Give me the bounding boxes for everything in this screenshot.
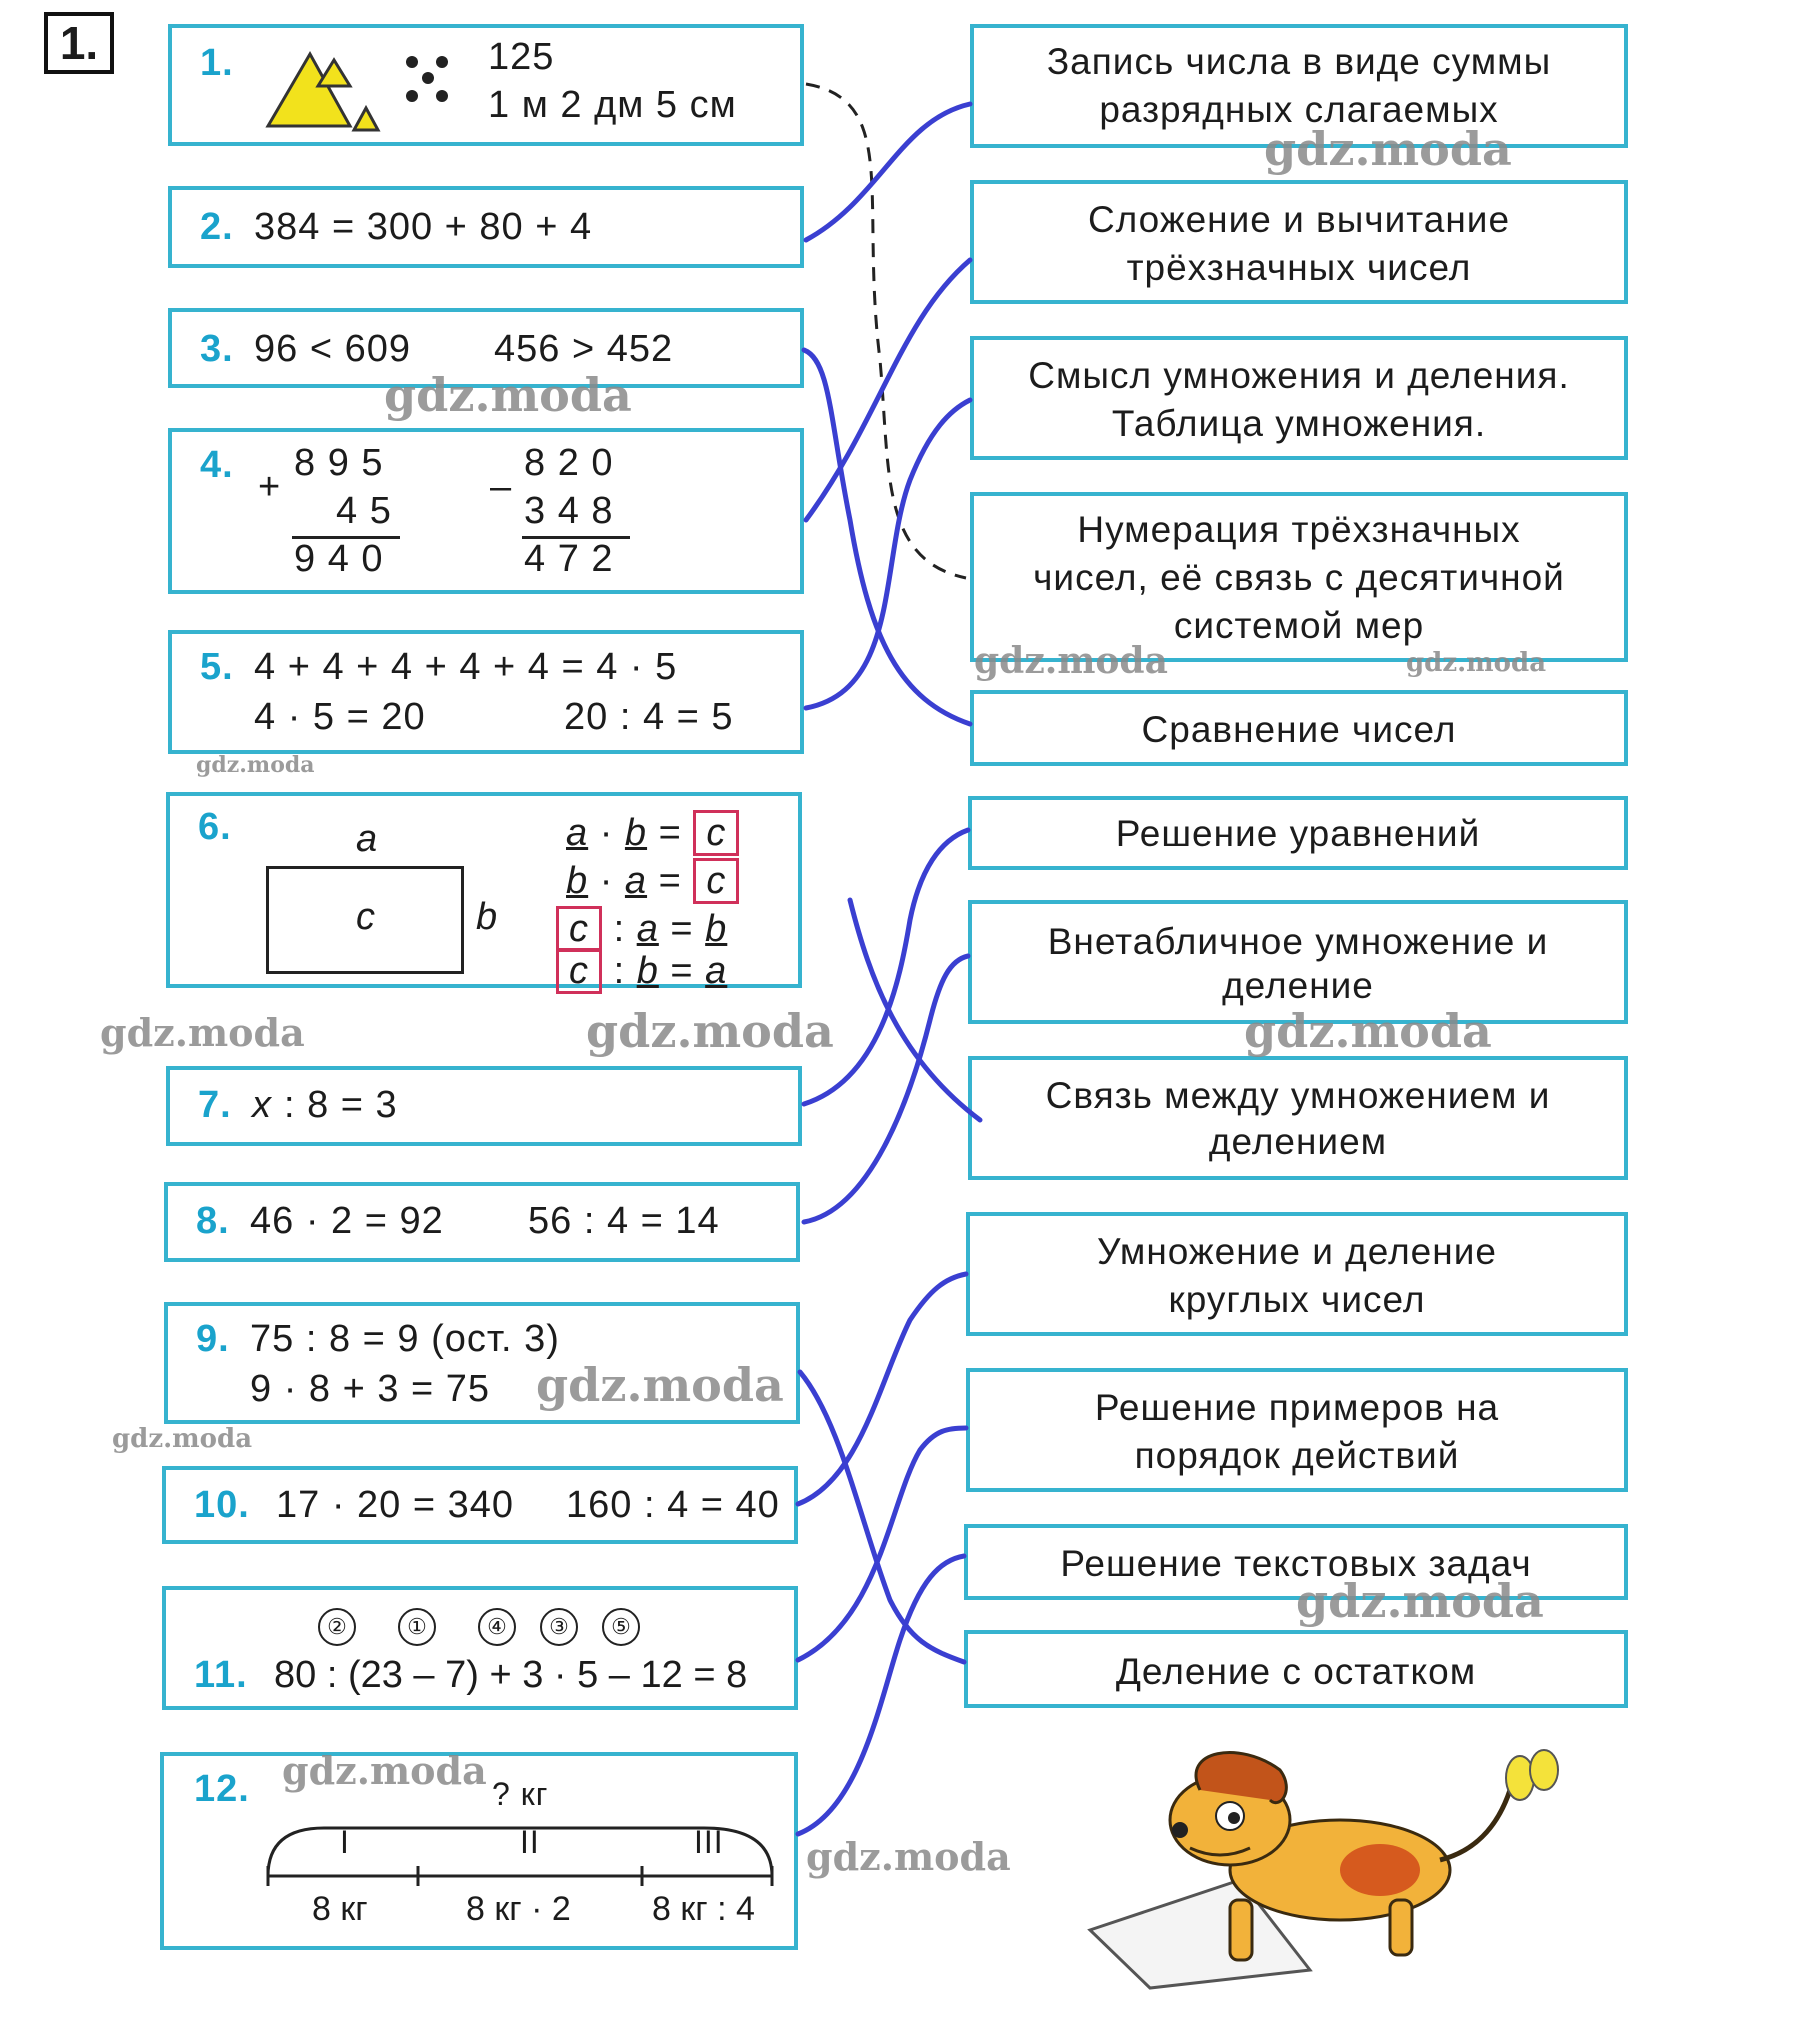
connector-9-12 <box>800 1372 964 1662</box>
watermark: gdz.moda <box>586 1004 834 1058</box>
watermark: gdz.moda <box>112 1424 253 1454</box>
comparison-2: 456 > 452 <box>494 328 674 370</box>
topic-line-1: Решение текстовых задач <box>1060 1543 1532 1584</box>
topic-line-1: Связь между умножением и <box>1045 1075 1551 1116</box>
topic-line-1: Нумерация трёхзначных <box>1077 509 1521 550</box>
equation: : 8 = 3 <box>284 1084 398 1126</box>
check-equation: 9 · 8 + 3 = 75 <box>250 1368 491 1410</box>
side-b-label: b <box>476 896 499 938</box>
item-number: 9. <box>196 1318 230 1360</box>
dashed-connector-1-4 <box>806 84 966 578</box>
watermark: gdz.moda <box>974 640 1168 682</box>
plus-sign: + <box>258 466 282 508</box>
connector-3-5 <box>804 350 970 724</box>
product: 46 · 2 = 92 <box>250 1200 444 1242</box>
connector-6-8 <box>850 900 980 1120</box>
difference-result: 4 7 2 <box>524 538 614 580</box>
item-number: 6. <box>198 806 232 848</box>
part-1-label: I <box>340 1824 350 1860</box>
number-125: 125 <box>488 36 555 78</box>
quotient: 160 : 4 = 40 <box>566 1484 780 1526</box>
topic-line-1: Решение уравнений <box>1115 813 1481 854</box>
part-3-label: III <box>694 1824 724 1860</box>
item-number: 7. <box>198 1084 232 1126</box>
expression: 80 : (23 – 7) + 3 · 5 – 12 = 8 <box>274 1654 748 1696</box>
topic-line-2: деление <box>1222 965 1374 1006</box>
connector-4-2 <box>806 260 970 520</box>
equation: 384 = 300 + 80 + 4 <box>254 206 593 248</box>
minus-sign: – <box>490 466 513 508</box>
watermark: gdz.moda <box>806 1834 1011 1879</box>
part-3-value: 8 кг : 4 <box>652 1890 755 1928</box>
topic-line-3: системой мер <box>1173 605 1425 646</box>
item-number: 1. <box>200 42 234 84</box>
watermark: gdz.moda <box>384 368 632 422</box>
watermark: gdz.moda <box>196 752 315 778</box>
formula-2: b · a = c <box>566 858 739 904</box>
area-c-label: c <box>356 896 376 938</box>
product: 17 · 20 = 340 <box>276 1484 515 1526</box>
total-unknown: ? кг <box>492 1776 549 1812</box>
topic-line-1: Сложение и вычитание <box>1087 199 1511 240</box>
item-number: 3. <box>200 328 234 370</box>
order-of-operations: ② ① ④ ③ ⑤ <box>318 1608 682 1646</box>
division-with-remainder: 75 : 8 = 9 (ост. 3) <box>250 1318 560 1360</box>
part-1-value: 8 кг <box>312 1890 368 1928</box>
part-2-label: II <box>520 1824 540 1860</box>
connector-5-3 <box>806 400 970 708</box>
variable-x: x <box>252 1084 272 1126</box>
topic-line-1: Решение примеров на <box>1094 1387 1500 1428</box>
sum-as-product: 4 + 4 + 4 + 4 + 4 = 4 · 5 <box>254 646 678 688</box>
topic-line-2: делением <box>1208 1121 1388 1162</box>
part-2-value: 8 кг · 2 <box>466 1890 571 1928</box>
product: 4 · 5 = 20 <box>254 696 426 738</box>
topic-line-2: разрядных слагаемых <box>1099 89 1499 130</box>
topic-line-2: чисел, её связь с десятичной <box>1033 557 1565 598</box>
connector-10-9 <box>798 1274 966 1504</box>
topic-line-1: Сравнение чисел <box>1141 709 1457 750</box>
formula-4: c : b = a <box>556 948 727 994</box>
subtrahend: 3 4 8 <box>524 490 614 532</box>
quotient: 20 : 4 = 5 <box>564 696 734 738</box>
connector-11-10 <box>798 1428 966 1660</box>
topic-line-1: Деление с остатком <box>1115 1651 1477 1692</box>
item-number: 11. <box>194 1654 248 1696</box>
connector-12-11 <box>798 1556 964 1834</box>
item-number: 4. <box>200 444 234 486</box>
sum-result: 9 4 0 <box>294 538 384 580</box>
dog-illustration <box>1080 1730 1580 1990</box>
item-number: 2. <box>200 206 234 248</box>
formula-3: c : a = b <box>556 906 727 952</box>
formula-1: a · b = c <box>566 810 739 856</box>
topic-line-1: Запись числа в виде суммы <box>1046 41 1552 82</box>
topic-line-2: трёхзначных чисел <box>1126 247 1472 288</box>
side-a-label: a <box>356 818 379 860</box>
connector-2-1 <box>806 104 970 240</box>
topic-line-1: Умножение и деление <box>1097 1231 1497 1272</box>
quotient: 56 : 4 = 14 <box>528 1200 720 1242</box>
task-number-label: 1. <box>44 12 114 74</box>
addend-2: 4 5 <box>336 490 392 532</box>
topic-line-2: Таблица умножения. <box>1111 403 1487 444</box>
item-number: 10. <box>194 1484 250 1526</box>
watermark: gdz.moda <box>1296 1574 1544 1628</box>
watermark: gdz.moda <box>1244 1004 1492 1058</box>
topic-line-2: порядок действий <box>1134 1435 1460 1476</box>
measure-text: 1 м 2 дм 5 см <box>488 84 737 126</box>
watermark: gdz.moda <box>1406 648 1547 678</box>
watermark: gdz.moda <box>282 1748 487 1793</box>
item-number: 5. <box>200 646 234 688</box>
topic-line-1: Внетабличное умножение и <box>1047 921 1549 962</box>
topic-line-1: Смысл умножения и деления. <box>1028 355 1570 396</box>
topic-line-2: круглых чисел <box>1168 1279 1426 1320</box>
addend-1: 8 9 5 <box>294 442 384 484</box>
watermark: gdz.moda <box>1264 122 1512 176</box>
minuend: 8 2 0 <box>524 442 614 484</box>
connector-7-6 <box>804 830 968 1104</box>
watermark: gdz.moda <box>536 1358 784 1412</box>
watermark: gdz.moda <box>100 1010 305 1055</box>
comparison-1: 96 < 609 <box>254 328 411 370</box>
item-number: 12. <box>194 1768 250 1810</box>
item-number: 8. <box>196 1200 230 1242</box>
